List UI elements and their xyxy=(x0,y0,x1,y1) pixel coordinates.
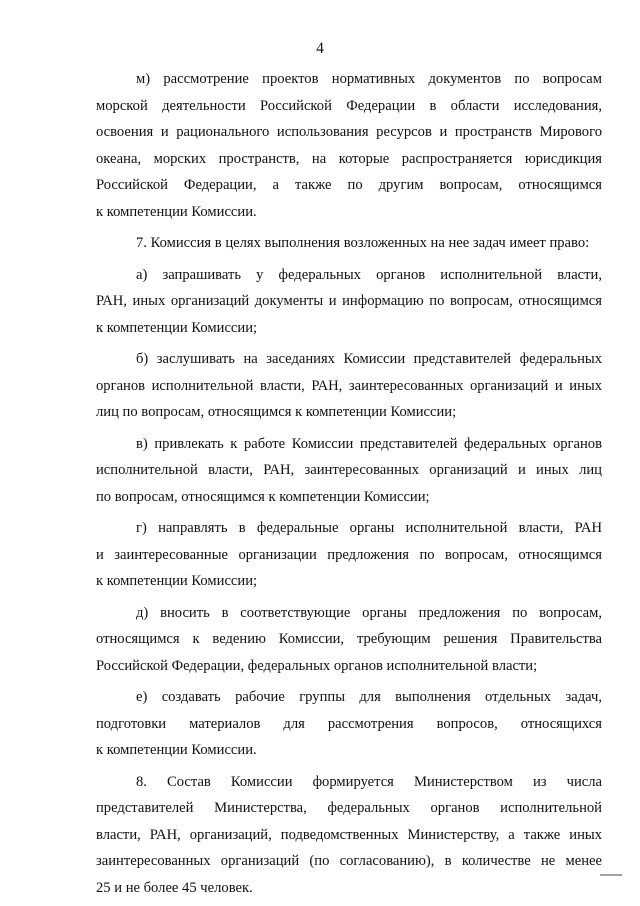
text-line: заинтересованных организаций (по согласованию), в количестве не менее xyxy=(96,853,602,869)
paragraph xyxy=(96,230,602,257)
text-line: подготовки материалов для рассмотрения вопросов, относящихся xyxy=(96,715,602,732)
text-line: а) запрашивать у федеральных органов исполнительной власти, xyxy=(136,266,602,283)
text-line: лиц по вопросам, относящимся к компетенции Комиссии; xyxy=(96,404,457,420)
text-line: 7. Комиссия в целях выполнения возложенных на нее задач имеет право: xyxy=(136,235,590,251)
text-line: к компетенции Комиссии; xyxy=(96,319,258,336)
text-line: относящимся к ведению Комиссии, требующим решения Правительства xyxy=(96,631,602,647)
page-number: 4 xyxy=(316,40,324,57)
text-line: РАН, иных организаций документы и информацию по вопросам, относящимся xyxy=(96,293,602,309)
text-line: Российской Федерации, а также по другим вопросам, относящимся xyxy=(96,177,602,193)
document-body xyxy=(96,66,602,906)
text-line: и заинтересованные организации предложения по вопросам, относящимся xyxy=(96,546,602,563)
paragraph xyxy=(96,515,602,595)
text-line: е) создавать рабочие группы для выполнения отдельных задач, xyxy=(136,689,602,705)
text-line: власти, РАН, организаций, подведомственных Министерству, а также иных xyxy=(96,826,602,843)
text-line: морской деятельности Российской Федерации в области исследования, xyxy=(96,97,602,114)
text-line: Российской Федерации, федеральных органов исполнительной власти; xyxy=(96,657,538,674)
text-line: к компетенции Комиссии. xyxy=(96,203,257,220)
text-line: 8. Состав Комиссии формируется Министерством из числа xyxy=(136,773,602,790)
paragraph xyxy=(96,346,602,426)
text-line: м) рассмотрение проектов нормативных документов по вопросам xyxy=(136,71,602,87)
paragraph xyxy=(96,262,602,342)
paragraph xyxy=(96,684,602,764)
text-line: г) направлять в федеральные органы исполнительной власти, РАН xyxy=(136,520,602,536)
text-line: к компетенции Комиссии; xyxy=(96,573,258,589)
text-line: представителей Министерства, федеральных органов исполнительной xyxy=(96,800,602,816)
paragraph xyxy=(96,431,602,511)
text-line: к компетенции Комиссии. xyxy=(96,742,257,758)
paragraph xyxy=(96,600,602,680)
text-line: океана, морских пространств, на которые распространяется юрисдикция xyxy=(96,150,602,167)
text-line: исполнительной власти, РАН, заинтересованных организаций и иных лиц xyxy=(96,462,602,478)
text-line: по вопросам, относящимся к компетенции Комиссии; xyxy=(96,488,430,505)
text-line: 25 и не более 45 человек. xyxy=(96,879,253,896)
text-line: б) заслушивать на заседаниях Комиссии представителей федеральных xyxy=(136,351,602,367)
scan-mark xyxy=(600,874,622,876)
text-line: освоения и рационального использования ресурсов и пространств Мирового xyxy=(96,124,602,140)
text-line: в) привлекать к работе Комиссии представителей федеральных органов xyxy=(136,435,602,452)
paragraph xyxy=(96,769,602,902)
text-line: д) вносить в соответствующие органы предложения по вопросам, xyxy=(136,604,602,621)
paragraph xyxy=(96,66,602,225)
text-line: органов исполнительной власти, РАН, заинтересованных организаций и иных xyxy=(96,377,602,394)
